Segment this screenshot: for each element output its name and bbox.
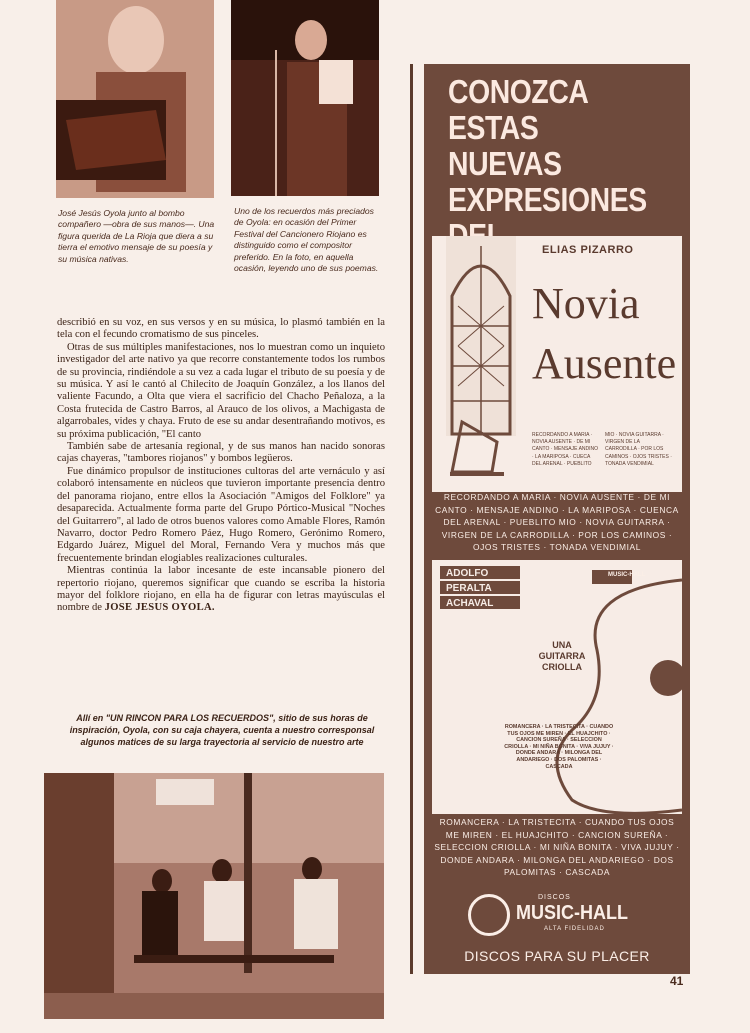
photo-oyola-bombo-image [56,0,214,198]
music-hall-logo [464,890,650,944]
ad-slogan: DISCOS PARA SU PLACER [464,948,650,964]
photo-oyola-festival [231,0,379,196]
logo-discos: DISCOS [538,894,571,901]
ad-headline-line: EXPRESIONES [448,181,647,218]
album-cover-novia-ausente [432,236,682,492]
album1-cover-tracklist: RECORDANDO A MARIA · NOVIA AUSENTE · DE MI CANTO · MENSAJE ANDINO · LA MARIPOSA · CUECA DEL ARENAL · PUEBLITO MIO · NOVIA GUITARRA · VIRGEN DE LA CARRODILLA · POR LOS CAMINOS · OJOS TRISTES · TONADA VENDIMIAL [532,432,672,467]
music-hall-ad [424,64,690,974]
logo-sub: ALTA FIDELIDAD [544,926,605,932]
album2-artist-line: ADOLFO [446,568,489,579]
article-paragraph [57,565,385,615]
article-paragraph: Fue dinámico propulsor de instituciones cultoras del arte vernáculo y así colaboró intensamente en núcleos que tuvieron importante presencia dentro del panorama riojano, entre ellos la Asociación "Amigos del Folklore" ya desaparecida. Actualmente forma parte del Grupo Pórtico-Musical "Noches del Guitarrero", al lado de otros buenos valores como Amable Flores, Ramón Navarro, doctor Pedro Romero Páez, Hugo Romero, Gerónimo Romero, Edgardo Juárez, Miguel del Moral, Fernando Vera y muchos más que frecuentemente brindan elogiables realizaciones culturales. [57,465,385,564]
harp-icon [442,412,512,482]
article-closing: Mientras continúa la labor incesante de este incansable pionero del repertorio riojano, queremos significar que cuando se escriba la historia mayor del folklore riojano, en ella ha de figurar con letras mayúsculas el nombre de [57,565,385,614]
ad-headline-line: CONOZCA [448,73,589,110]
page-number: 41 [670,974,684,988]
album1-tracklist: RECORDANDO A MARIA · NOVIA AUSENTE · DE MI CANTO · MENSAJE ANDINO · LA MARIPOSA · CUENCA DEL ARENAL · PUEBLITO MIO · NOVIA GUITARRA · VIRGEN DE LA CARRODILLA · POR LOS CAMINOS · OJOS TRISTES · TONADA VENDIMIAL [435,492,679,553]
music-hall-emblem-icon [468,894,510,936]
album2-artist-line: ACHAVAL [446,598,494,609]
photo-oyola-bombo [56,0,214,198]
album-cover-guitarra-criolla [432,560,682,814]
album1-title-line1: Novia [532,279,640,328]
article-body [57,317,385,615]
article-signature: JOSE JESUS OYOLA. [104,602,215,614]
album2-title: UNA GUITARRA CRIOLLA [538,640,586,672]
caption-photo-1: José Jesús Oyola junto al bombo compañero —obra de sus manos—. Una figura querida de La Rioja que diera a su tierra el emotivo mensaje de su poesía y su música nativas. [58,208,215,264]
album2-cover-tracklist: ROMANCERA · LA TRISTECITA · CUANDO TUS OJOS ME MIREN · EL HUAJCHITO · CANCION SUREÑA · SELECCION CRIOLLA · MI NIÑA BONITA · VIVA JUJUY · DONDE ANDARA · MILONGA DEL ANDARIEGO · DOS PALOMITAS · CASCADA [504,724,614,770]
logo-name: MUSIC-HALL [516,902,628,924]
album2-artist-line: PERALTA [446,583,492,594]
ad-headline-line: ESTAS NUEVAS [448,109,562,182]
album2-label: MUSIC-HALL [608,572,646,578]
album1-artist: ELIAS PIZARRO [542,244,634,256]
caption-photo-3: Allí en "UN RINCON PARA LOS RECUERDOS", sitio de sus horas de inspiración, Oyola, con su caja chayera, cuenta a nuestro corresponsal algunos matices de su larga trayectoria al servicio de nuestro arte [69,713,375,747]
photo-rincon-recuerdos-image [44,773,384,1019]
photo-rincon-recuerdos [44,773,384,1019]
church-window-icon-svg [446,236,516,436]
article-paragraph: describió en su voz, en sus versos y en su música, lo plasmó también en la tela con el fecundo cromatismo de sus pinceles. [57,317,385,341]
column-divider [410,64,413,974]
article-paragraph: También sabe de artesanía regional, y de sus manos han nacido sonoras cajas chayeras, "tambores riojanos" y bombos legüeros. [57,441,385,465]
album2-tracklist: ROMANCERA · LA TRISTECITA · CUANDO TUS OJOS ME MIREN · EL HUAJCHITO · CANCION SUREÑA · SELECCION CRIOLLA · MI NIÑA BONITA · VIVA JUJUY · DONDE ANDARA · MILONGA DEL ANDARIEGO · DOS PALOMITAS · CASCADA [434,817,680,878]
photo-oyola-festival-image [231,0,379,196]
guitar-icon [432,560,682,814]
album1-title-line2: Ausente [532,339,677,388]
church-window-icon [446,236,516,436]
article-paragraph: Otras de sus múltiples manifestaciones, nos lo muestran como un inquieto investigador del arte nativo ya que recorre constantemente todos los rumbos de su provincia, rindiéndole a su vez a cada lugar el tributo de su poesía y de su música. Y así le cantó al Chilecito de Joaquín González, a los llanos del valiente Facundo, a Olta que viera el sacrificio del Chacho Peñaloza, a la Costa frutecida de Castro Barros, al Arauco de los olivos, a Machigasta de algarrobales, vides y chaya. Fruto de ese su andar desentrañando motivos, es su próxima publicación, "El canto [57,341,385,440]
caption-photo-2: Uno de los recuerdos más preciados de Oyola: en ocasión del Primer Festival del Cancionero Riojano es distinguido como el compositor preferido. En la foto, en aquella ocasión, leyendo uno de sus poemas. [234,206,379,274]
